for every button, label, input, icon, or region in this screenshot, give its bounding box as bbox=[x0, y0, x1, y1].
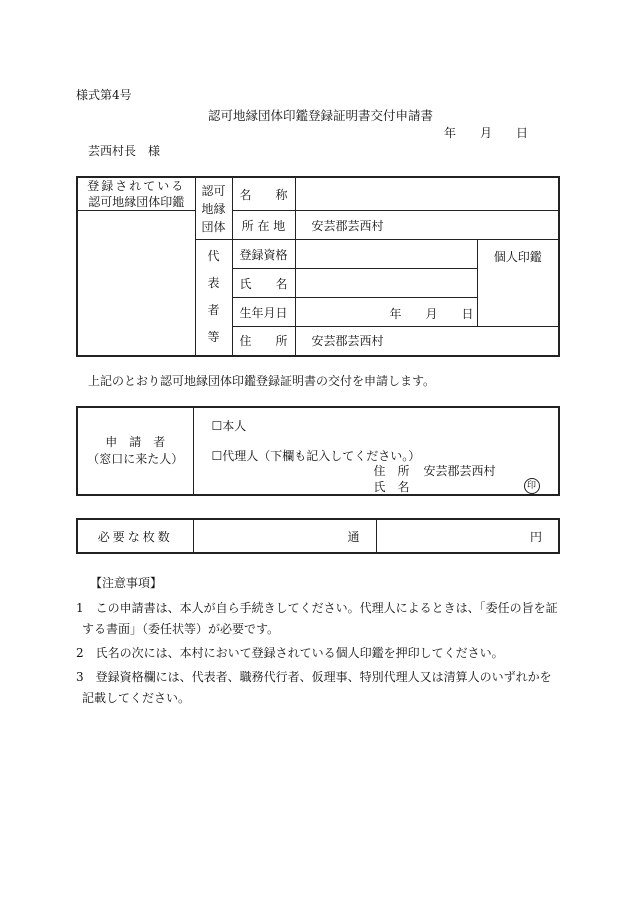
registered-seal-label: 登録されている 認可地縁団体印鑑 bbox=[77, 177, 195, 211]
birth-month: 月 bbox=[425, 307, 438, 321]
name-label: 名 称 bbox=[232, 177, 295, 211]
fee-field[interactable] bbox=[376, 519, 559, 553]
representative-label: 代 表 者 等 bbox=[195, 240, 232, 356]
rep-address-label: 住 所 bbox=[232, 327, 295, 356]
self-checkbox[interactable]: ☐本人 bbox=[211, 419, 247, 433]
note-1: 1 この申請書は、本人が自ら手続きしてください。代理人によるときは、「委任の旨を証 する書面」（委任状等）が必要です。 bbox=[76, 601, 558, 636]
date-year: 年 bbox=[444, 126, 457, 140]
qualification-value[interactable] bbox=[295, 240, 477, 269]
date-day: 日 bbox=[516, 126, 529, 140]
registered-seal-box[interactable] bbox=[77, 211, 195, 356]
address-value[interactable]: 安芸郡芸西村 bbox=[295, 211, 559, 240]
rep-address-value[interactable]: 安芸郡芸西村 bbox=[295, 327, 559, 356]
note-3: 3 登録資格欄には、代表者、職務代行者、仮理事、特別代理人又は清算人のいずれかを 記載してください。 bbox=[76, 670, 552, 705]
personal-seal-box[interactable] bbox=[477, 240, 559, 327]
applicant-label: 申 請 者 （窓口に来た人） bbox=[77, 407, 193, 495]
qualification-label: 登録資格 bbox=[232, 240, 295, 269]
person-name-label: 氏 名 bbox=[232, 269, 295, 298]
addressee: 芸西村長 様 bbox=[88, 144, 161, 158]
notes-heading: 【注意事項】 bbox=[90, 576, 163, 590]
person-name-value[interactable] bbox=[295, 269, 477, 298]
applicant-details bbox=[193, 407, 559, 495]
org-label: 認可 地縁 団体 bbox=[195, 177, 232, 240]
name-value[interactable] bbox=[295, 177, 559, 211]
count-table bbox=[76, 518, 560, 554]
form-number: 様式第4号 bbox=[76, 88, 132, 102]
count-label: 必要な枚数 bbox=[77, 519, 193, 553]
copies-unit: 通 bbox=[347, 529, 360, 544]
proxy-name-label: 氏 名 bbox=[373, 480, 410, 494]
registration-table bbox=[76, 176, 560, 357]
note-2: 2 氏名の次には、本村において登録されている個人印鑑を押印してください。 bbox=[76, 646, 504, 660]
yen-unit: 円 bbox=[529, 529, 542, 544]
birth-value[interactable] bbox=[295, 298, 477, 327]
address-label: 所 在 地 bbox=[232, 211, 295, 240]
personal-seal-label: 個人印鑑 bbox=[493, 250, 542, 264]
proxy-address-label: 住 所 bbox=[373, 464, 410, 478]
applicant-table bbox=[76, 406, 560, 496]
proxy-checkbox[interactable]: ☐代理人（下欄も記入してください。） bbox=[211, 449, 421, 463]
date-month: 月 bbox=[480, 126, 493, 140]
proxy-address-value[interactable]: 安芸郡芸西村 bbox=[423, 464, 496, 478]
copies-field[interactable] bbox=[193, 519, 376, 553]
form-title: 認可地縁団体印鑑登録証明書交付申請書 bbox=[208, 108, 434, 123]
statement: 上記のとおり認可地縁団体印鑑登録証明書の交付を申請します。 bbox=[88, 374, 436, 388]
birth-day: 日 bbox=[461, 307, 474, 321]
birth-label: 生年月日 bbox=[232, 298, 295, 327]
birth-year: 年 bbox=[389, 307, 402, 321]
seal-mark-icon: 印 bbox=[524, 478, 540, 494]
